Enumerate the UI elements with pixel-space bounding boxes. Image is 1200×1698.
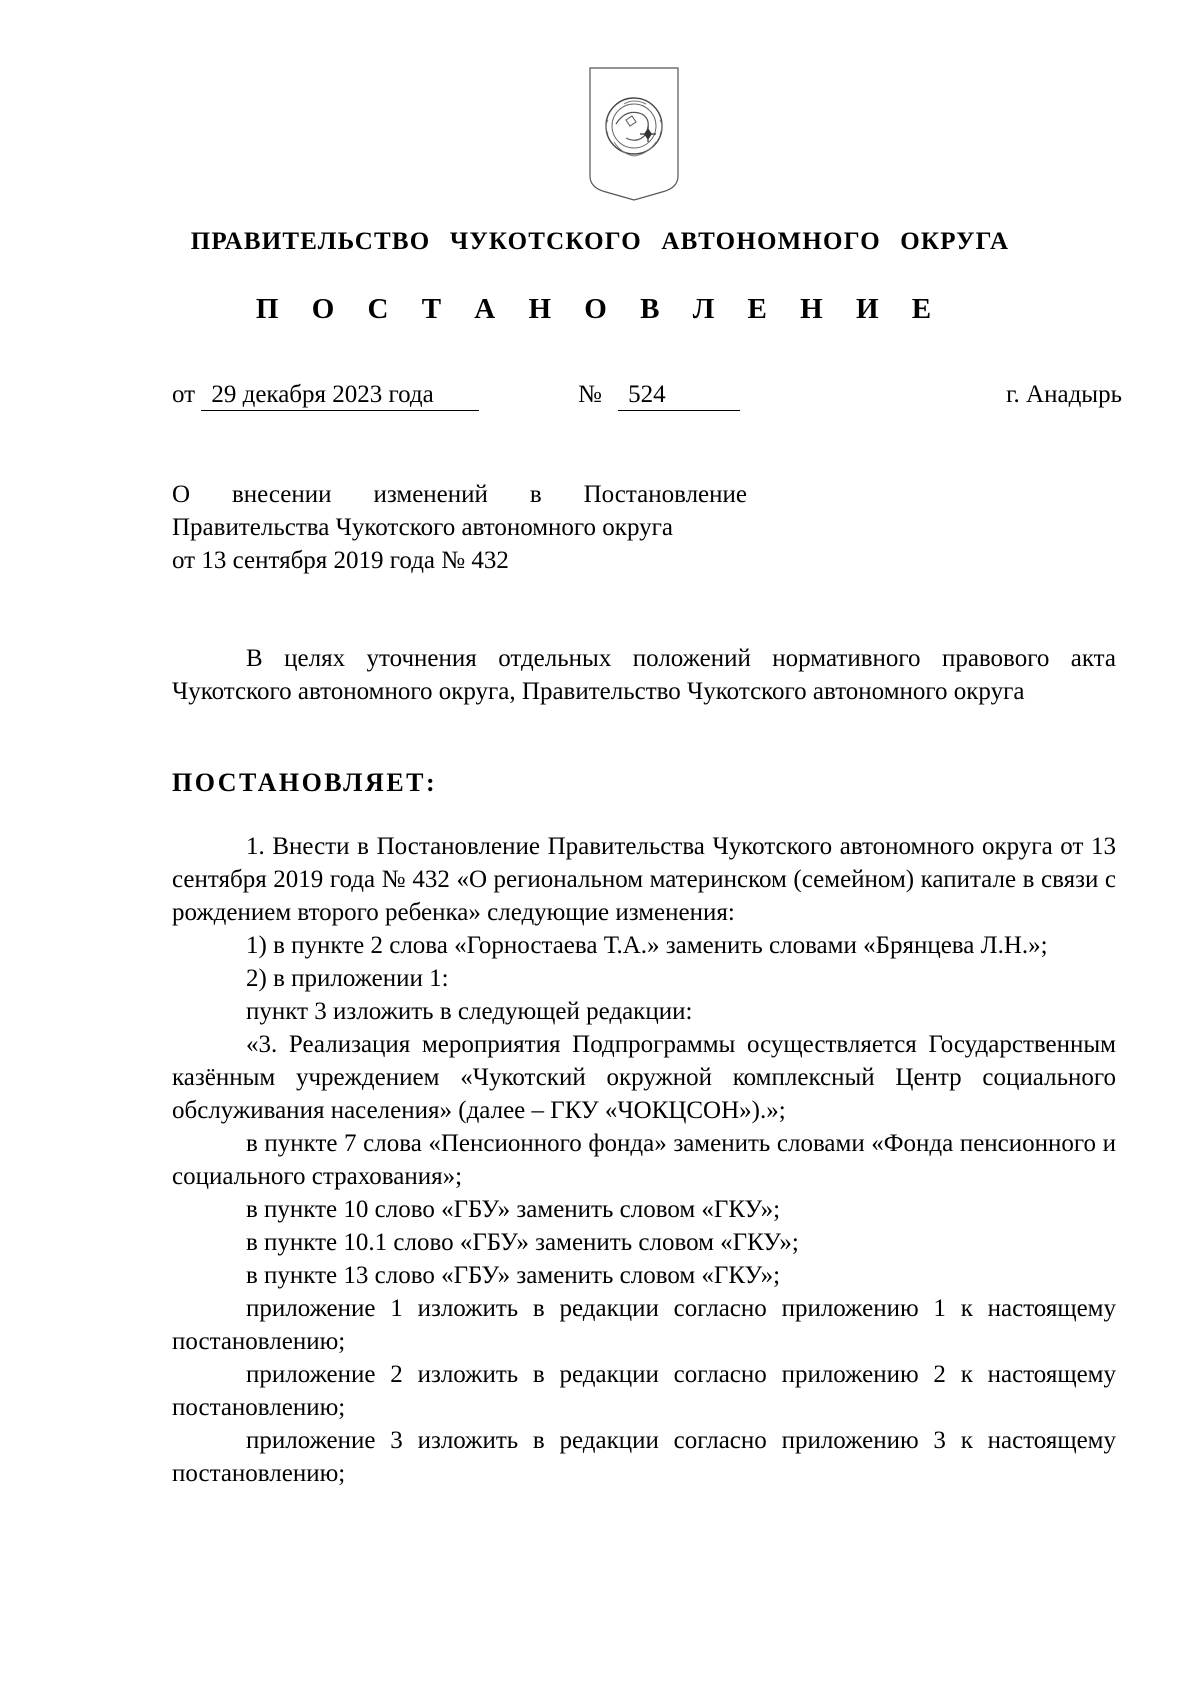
item-1-2b: «3. Реализация мероприятия Подпрограммы осуществляется Государственным казённым учреждением «Чукотский окружной комплексный Центр социального обслуживания населения» (далее – ГКУ «ЧОКЦСОН»).»; (172, 1031, 1116, 1124)
item-1-2e: в пункте 10.1 слово «ГБУ» заменить словом «ГКУ»; (246, 1229, 799, 1256)
number-prefix: № (578, 381, 602, 408)
item-1-2g: приложение 1 изложить в редакции согласно приложению 1 к настоящему постановлению; (172, 1295, 1116, 1355)
item-1-1: 1) в пункте 2 слова «Горностаева Т.А.» заменить словами «Брянцева Л.Н.»; (246, 932, 1048, 959)
item-1-2: 2) в приложении 1: (246, 965, 449, 992)
subject-line: от 13 сентября 2019 года № 432 (172, 547, 509, 574)
document-subject (172, 478, 747, 577)
document-city: г. Анадырь (1006, 381, 1122, 408)
date-value: 29 декабря 2023 года (201, 380, 479, 411)
item-1-2h: приложение 2 изложить в редакции согласно приложению 2 к настоящему постановлению; (172, 1361, 1116, 1421)
document-type-title: П О С Т А Н О В Л Е Н И Е (255, 293, 945, 325)
resolve-heading: ПОСТАНОВЛЯЕТ: (172, 768, 438, 797)
preamble (172, 642, 1116, 708)
document-date (172, 380, 479, 411)
resolution-body (172, 830, 1116, 1490)
item-1: 1. Внести в Постановление Правительства Чукотского автономного округа от 13 сентября 2019 года № 432 «О региональном материнском (семейном) капитале в связи с рождением второго ребенка» следующие изменения: (172, 833, 1116, 926)
document-number (578, 380, 740, 411)
date-prefix: от (172, 381, 196, 408)
subject-line: Правительства Чукотского автономного округа (172, 514, 673, 541)
subject-line: О внесении изменений в Постановление (172, 481, 747, 508)
government-name: ПРАВИТЕЛЬСТВО ЧУКОТСКОГО АВТОНОМНОГО ОКРУГА (190, 228, 1010, 255)
item-1-2c: в пункте 7 слова «Пенсионного фонда» заменить словами «Фонда пенсионного и социального страхования»; (172, 1130, 1116, 1190)
item-1-2i: приложение 3 изложить в редакции согласно приложению 3 к настоящему постановлению; (172, 1427, 1116, 1487)
item-1-2f: в пункте 13 слово «ГБУ» заменить словом «ГКУ»; (246, 1262, 781, 1289)
number-value: 524 (618, 380, 740, 411)
item-1-2d: в пункте 10 слово «ГБУ» заменить словом «ГКУ»; (246, 1196, 781, 1223)
item-1-2a: пункт 3 изложить в следующей редакции: (246, 998, 693, 1025)
coat-of-arms-emblem (586, 64, 682, 204)
preamble-text: В целях уточнения отдельных положений нормативного правового акта Чукотского автономного округа, Правительство Чукотского автономного округа (172, 645, 1116, 705)
